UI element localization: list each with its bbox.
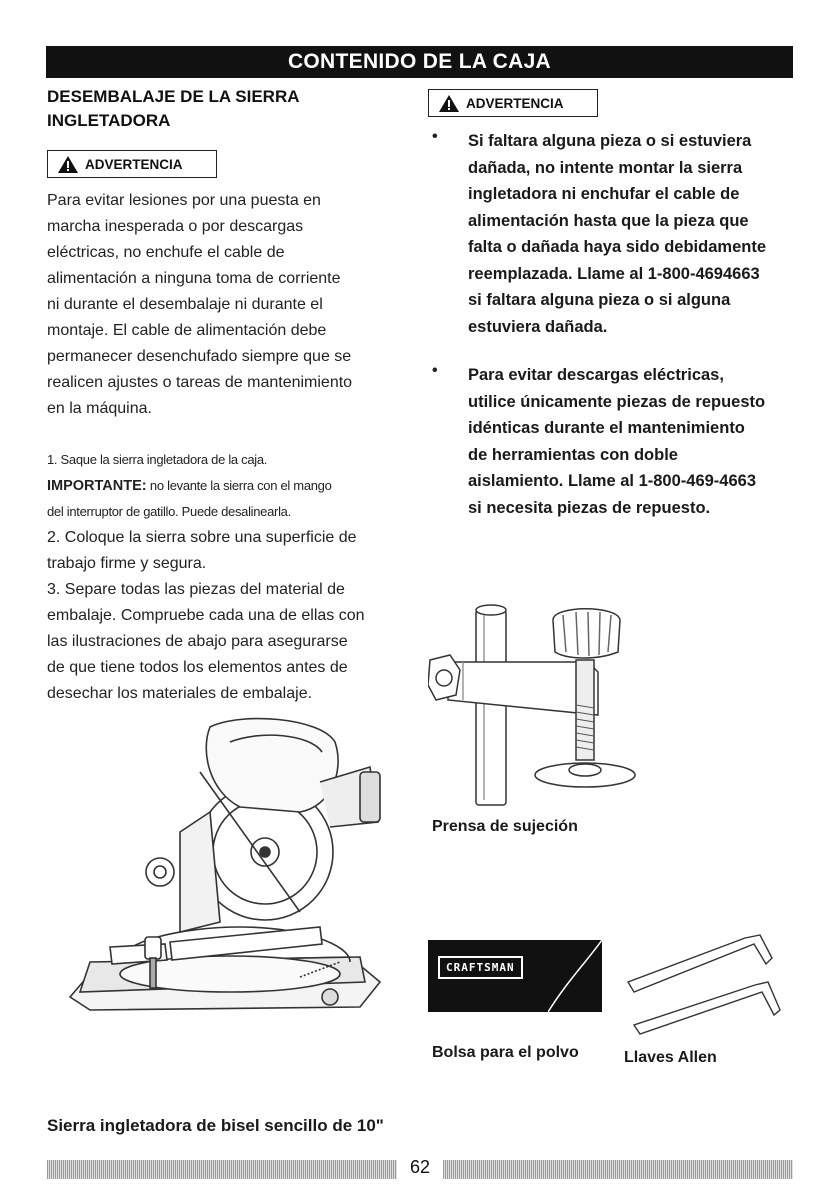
text-line: permanecer desenchufado siempre que se <box>47 348 352 365</box>
important-text: no levante la sierra con el mango <box>146 478 332 493</box>
text-line: ingletadora ni enchufar el cable de <box>468 185 740 203</box>
text-line: falta o dañada haya sido debidamente <box>468 238 766 256</box>
text-line: si faltara alguna pieza o si alguna <box>468 291 731 309</box>
bullet-marker: • <box>432 128 438 145</box>
dust-bag-caption: Bolsa para el polvo <box>432 1044 579 1061</box>
text-line: 3. Separe todas las piezas del material de <box>47 581 345 598</box>
unpacking-steps <box>47 447 417 707</box>
clamp-caption: Prensa de sujeción <box>432 818 578 835</box>
footer-bar-left <box>47 1160 397 1179</box>
text-line: alimentación hasta que la pieza que <box>468 211 749 230</box>
text-line: trabajo firme y segura. <box>47 555 207 572</box>
miter-saw-illustration <box>60 712 400 1012</box>
bullet-missing-parts <box>468 128 803 340</box>
text-line: dañada, no intente montar la sierra <box>468 158 743 177</box>
text-line: reemplazada. Llame al 1-800-4694663 <box>468 264 760 283</box>
text-line: Para evitar lesiones por una puesta en <box>47 192 321 209</box>
warning-triangle-icon <box>439 95 459 112</box>
text-line: ni durante el desembalaje ni durante el <box>47 296 323 313</box>
hold-down-clamp-illustration <box>428 600 638 810</box>
text-line: idénticas durante el mantenimiento <box>468 419 745 437</box>
text-line: si necesita piezas de repuesto. <box>468 498 711 517</box>
text-line: 2. Coloque la sierra sobre una superficie de <box>47 529 357 546</box>
page-banner <box>46 46 793 78</box>
text-line: montaje. El cable de alimentación debe <box>47 322 327 339</box>
warning-triangle-icon <box>58 156 78 173</box>
dust-bag-illustration <box>428 940 602 1012</box>
page-number: 62 <box>409 1157 431 1177</box>
text-line: estuviera dañada. <box>468 317 608 336</box>
text-line: en la máquina. <box>47 400 152 417</box>
allen-wrenches-illustration <box>620 930 795 1040</box>
text-line: realicen ajustes o tareas de mantenimiento <box>47 374 353 391</box>
important-label: IMPORTANTE: <box>47 478 147 494</box>
footer-bar-right <box>443 1160 793 1179</box>
text-line: alimentación a ninguna toma de corriente <box>47 270 341 287</box>
text-line: Para evitar descargas eléctricas, <box>468 366 724 384</box>
text-line: desechar los materiales de embalaje. <box>47 685 313 702</box>
text-line: Si faltara alguna pieza o si estuviera <box>468 132 752 150</box>
craftsman-logo: CRAFTSMAN <box>438 956 523 979</box>
bag-opening-shape <box>548 940 602 1012</box>
step-1: 1. Saque la sierra ingletadora de la caja. <box>47 452 268 467</box>
bullet-electric-shock <box>468 362 803 521</box>
text-line: eléctricas, no enchufe el cable de <box>47 244 285 261</box>
warning-label-left: ADVERTENCIA <box>85 156 183 172</box>
text-line: utilice únicamente piezas de repuesto <box>468 392 766 411</box>
banner-title: CONTENIDO DE LA CAJA <box>287 50 552 73</box>
important-note-cont: del interruptor de gatillo. Puede desalinearla. <box>47 504 291 519</box>
saw-caption: Sierra ingletadora de bisel sencillo de 10" <box>47 1116 384 1135</box>
text-line: marcha inesperada o por descargas <box>47 218 304 235</box>
text-line: aislamiento. Llame al 1-800-469-4663 <box>468 472 756 490</box>
text-line: de que tiene todos los elementos antes de <box>47 659 348 676</box>
warning-box-right <box>428 89 598 117</box>
text-line: de herramientas con doble <box>468 445 678 464</box>
warning-label-right: ADVERTENCIA <box>466 95 564 111</box>
bullet-marker: • <box>432 362 438 379</box>
text-line: las ilustraciones de abajo para asegurarse <box>47 633 348 650</box>
section-heading: DESEMBALAJE DE LA SIERRA INGLETADORA <box>47 87 299 130</box>
important-note <box>47 473 417 499</box>
warning-box-left <box>47 150 217 178</box>
text-line: embalaje. Compruebe cada una de ellas con <box>47 607 365 624</box>
warning-paragraph-left <box>47 188 407 422</box>
allen-wrench-caption: Llaves Allen <box>624 1049 717 1066</box>
